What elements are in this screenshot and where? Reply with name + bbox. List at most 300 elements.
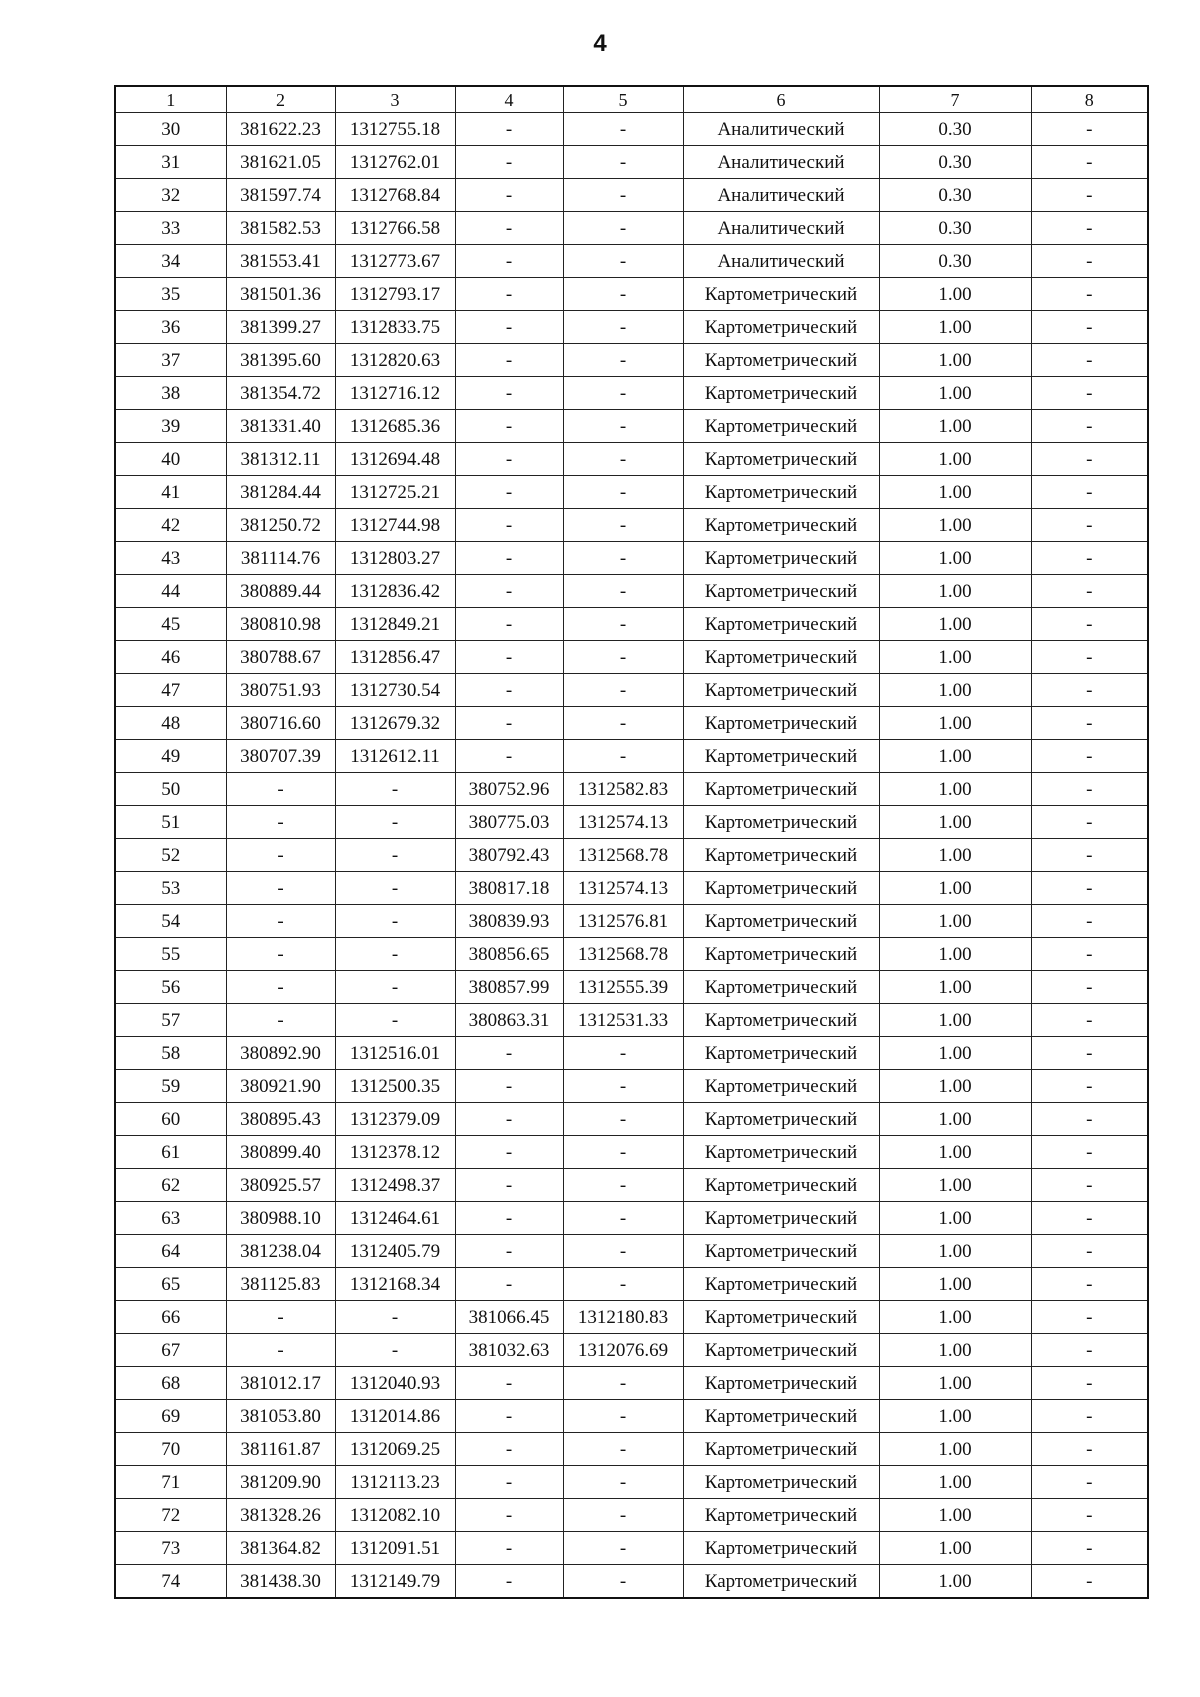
table-cell: - — [563, 608, 683, 641]
table-cell: 380707.39 — [226, 740, 335, 773]
header-row — [115, 86, 1148, 113]
table-cell: 1312582.83 — [563, 773, 683, 806]
table-cell: 380810.98 — [226, 608, 335, 641]
table-cell: 381553.41 — [226, 245, 335, 278]
table-cell: 68 — [115, 1367, 226, 1400]
table-cell: Картометрический — [683, 1400, 879, 1433]
table-cell: - — [455, 443, 563, 476]
table-cell: 30 — [115, 113, 226, 146]
table-cell: - — [455, 344, 563, 377]
table-cell: - — [1031, 1070, 1148, 1103]
table-cell: 1.00 — [879, 773, 1031, 806]
table-cell: 49 — [115, 740, 226, 773]
table-cell: - — [455, 1433, 563, 1466]
table-cell: - — [226, 806, 335, 839]
table-cell: - — [455, 575, 563, 608]
table-cell: - — [1031, 311, 1148, 344]
table-cell: 381354.72 — [226, 377, 335, 410]
table-cell: 380788.67 — [226, 641, 335, 674]
table-cell: 381250.72 — [226, 509, 335, 542]
table-cell: 381399.27 — [226, 311, 335, 344]
table-row — [115, 707, 1148, 740]
table-cell: 54 — [115, 905, 226, 938]
table-cell: - — [1031, 509, 1148, 542]
table-cell: - — [226, 773, 335, 806]
table-cell: - — [1031, 1400, 1148, 1433]
table-cell: - — [1031, 1565, 1148, 1599]
table-cell: - — [1031, 773, 1148, 806]
table-cell: 1.00 — [879, 1268, 1031, 1301]
table-cell: - — [563, 707, 683, 740]
table-cell: - — [455, 146, 563, 179]
table-cell: Картометрический — [683, 344, 879, 377]
table-cell: 40 — [115, 443, 226, 476]
table-cell: - — [1031, 113, 1148, 146]
table-cell: - — [455, 674, 563, 707]
table-cell: 1.00 — [879, 410, 1031, 443]
table-cell: 1312069.25 — [335, 1433, 455, 1466]
table-cell: Картометрический — [683, 641, 879, 674]
table-cell: Картометрический — [683, 773, 879, 806]
table-cell: 1312464.61 — [335, 1202, 455, 1235]
table-cell: 60 — [115, 1103, 226, 1136]
table-cell: - — [563, 1532, 683, 1565]
table-cell: 1312612.11 — [335, 740, 455, 773]
table-row — [115, 146, 1148, 179]
table-cell: 1.00 — [879, 1301, 1031, 1334]
table-cell: 1312730.54 — [335, 674, 455, 707]
table-row — [115, 1466, 1148, 1499]
table-cell: - — [1031, 674, 1148, 707]
table-row — [115, 509, 1148, 542]
table-cell: 36 — [115, 311, 226, 344]
table-row — [115, 476, 1148, 509]
table-row — [115, 1202, 1148, 1235]
table-cell: - — [563, 740, 683, 773]
table-cell: 1312755.18 — [335, 113, 455, 146]
table-cell: 380925.57 — [226, 1169, 335, 1202]
table-cell: - — [563, 1136, 683, 1169]
table-row — [115, 971, 1148, 1004]
table-row — [115, 674, 1148, 707]
table-row — [115, 905, 1148, 938]
table-cell: - — [455, 608, 563, 641]
table-cell: Картометрический — [683, 608, 879, 641]
table-cell: 52 — [115, 839, 226, 872]
column-header: 4 — [455, 86, 563, 113]
table-cell: Картометрический — [683, 278, 879, 311]
table-cell: 1312180.83 — [563, 1301, 683, 1334]
table-cell: - — [455, 410, 563, 443]
table-cell: 0.30 — [879, 179, 1031, 212]
table-cell: 1.00 — [879, 344, 1031, 377]
table-cell: 1312833.75 — [335, 311, 455, 344]
table-cell: 1.00 — [879, 641, 1031, 674]
table-cell: 1312555.39 — [563, 971, 683, 1004]
table-cell: - — [1031, 179, 1148, 212]
table-row — [115, 1367, 1148, 1400]
table-cell: - — [1031, 1367, 1148, 1400]
table-cell: - — [455, 509, 563, 542]
table-cell: 1312014.86 — [335, 1400, 455, 1433]
table-cell: - — [563, 212, 683, 245]
table-cell: 62 — [115, 1169, 226, 1202]
table-cell: - — [226, 1004, 335, 1037]
table-cell: - — [563, 542, 683, 575]
table-cell: - — [455, 113, 563, 146]
table-cell: Картометрический — [683, 1433, 879, 1466]
table-row — [115, 542, 1148, 575]
table-cell: Картометрический — [683, 1565, 879, 1599]
table-cell: 65 — [115, 1268, 226, 1301]
table-cell: - — [455, 1103, 563, 1136]
table-cell: 381161.87 — [226, 1433, 335, 1466]
table-cell: - — [1031, 1235, 1148, 1268]
table-row — [115, 1037, 1148, 1070]
table-cell: Картометрический — [683, 377, 879, 410]
table-cell: - — [1031, 410, 1148, 443]
table-cell: - — [455, 377, 563, 410]
table-cell: 1.00 — [879, 476, 1031, 509]
table-cell: 1.00 — [879, 872, 1031, 905]
table-cell: 1.00 — [879, 1433, 1031, 1466]
table-cell: Картометрический — [683, 707, 879, 740]
table-cell: 380899.40 — [226, 1136, 335, 1169]
table-cell: Картометрический — [683, 905, 879, 938]
table-cell: 1312773.67 — [335, 245, 455, 278]
table-cell: - — [455, 278, 563, 311]
table-cell: - — [563, 1466, 683, 1499]
table-cell: 59 — [115, 1070, 226, 1103]
table-cell: 50 — [115, 773, 226, 806]
table-cell: - — [1031, 806, 1148, 839]
table-cell: 38 — [115, 377, 226, 410]
table-cell: - — [1031, 1037, 1148, 1070]
table-cell: 1.00 — [879, 707, 1031, 740]
table-cell: 1312836.42 — [335, 575, 455, 608]
table-cell: 1.00 — [879, 740, 1031, 773]
table-cell: - — [1031, 476, 1148, 509]
table-cell: - — [335, 839, 455, 872]
table-cell: - — [1031, 278, 1148, 311]
table-cell: 1312716.12 — [335, 377, 455, 410]
table-cell: - — [563, 1400, 683, 1433]
table-cell: - — [563, 377, 683, 410]
table-cell: - — [563, 1565, 683, 1599]
table-cell: Картометрический — [683, 1268, 879, 1301]
table-cell: 1.00 — [879, 1532, 1031, 1565]
table-cell: 1312091.51 — [335, 1532, 455, 1565]
table-cell: 1312576.81 — [563, 905, 683, 938]
table-cell: 55 — [115, 938, 226, 971]
table-cell: 1.00 — [879, 278, 1031, 311]
table-cell: 66 — [115, 1301, 226, 1334]
table-cell: 1312516.01 — [335, 1037, 455, 1070]
table-cell: - — [1031, 872, 1148, 905]
table-cell: 39 — [115, 410, 226, 443]
table-cell: 33 — [115, 212, 226, 245]
table-cell: 56 — [115, 971, 226, 1004]
table-cell: - — [335, 971, 455, 1004]
table-row — [115, 443, 1148, 476]
table-cell: - — [455, 1136, 563, 1169]
table-cell: 381622.23 — [226, 113, 335, 146]
table-cell: 1312803.27 — [335, 542, 455, 575]
table-cell: - — [335, 1301, 455, 1334]
table-cell: - — [563, 674, 683, 707]
table-cell: - — [455, 311, 563, 344]
table-cell: 1312744.98 — [335, 509, 455, 542]
table-row — [115, 377, 1148, 410]
table-cell: 381438.30 — [226, 1565, 335, 1599]
table-cell: - — [563, 179, 683, 212]
table-cell: - — [455, 1037, 563, 1070]
table-row — [115, 278, 1148, 311]
table-cell: 1.00 — [879, 509, 1031, 542]
table-cell: - — [455, 1400, 563, 1433]
table-cell: - — [563, 476, 683, 509]
table-cell: 1312405.79 — [335, 1235, 455, 1268]
table-cell: - — [1031, 608, 1148, 641]
table-cell: 380856.65 — [455, 938, 563, 971]
table-cell: - — [455, 1532, 563, 1565]
table-cell: 380921.90 — [226, 1070, 335, 1103]
table-cell: 64 — [115, 1235, 226, 1268]
table-cell: 1.00 — [879, 971, 1031, 1004]
table-cell: 69 — [115, 1400, 226, 1433]
table-cell: - — [335, 938, 455, 971]
table-cell: - — [455, 1235, 563, 1268]
table-cell: 380857.99 — [455, 971, 563, 1004]
table-row — [115, 608, 1148, 641]
table-cell: 381328.26 — [226, 1499, 335, 1532]
table-row — [115, 1499, 1148, 1532]
table-cell: Аналитический — [683, 179, 879, 212]
table-row — [115, 1070, 1148, 1103]
table-cell: Аналитический — [683, 113, 879, 146]
table-cell: Картометрический — [683, 1334, 879, 1367]
table-cell: - — [455, 1070, 563, 1103]
table-cell: 381621.05 — [226, 146, 335, 179]
table-cell: - — [1031, 344, 1148, 377]
table-cell: - — [1031, 1202, 1148, 1235]
table-cell: - — [335, 806, 455, 839]
table-cell: Картометрический — [683, 509, 879, 542]
table-cell: - — [1031, 938, 1148, 971]
table-cell: 380889.44 — [226, 575, 335, 608]
table-cell: - — [455, 740, 563, 773]
table-cell: 1.00 — [879, 1136, 1031, 1169]
table-cell: - — [1031, 1499, 1148, 1532]
table-cell: 57 — [115, 1004, 226, 1037]
table-cell: 1312820.63 — [335, 344, 455, 377]
table-cell: - — [455, 1367, 563, 1400]
table-cell: 381284.44 — [226, 476, 335, 509]
table-cell: - — [1031, 212, 1148, 245]
table-cell: Картометрический — [683, 311, 879, 344]
table-cell: - — [563, 245, 683, 278]
table-cell: 1312766.58 — [335, 212, 455, 245]
table-cell: 58 — [115, 1037, 226, 1070]
table-cell: - — [455, 179, 563, 212]
table-cell: 1312149.79 — [335, 1565, 455, 1599]
table-cell: 1.00 — [879, 1466, 1031, 1499]
table-cell: - — [1031, 1433, 1148, 1466]
table-cell: 381501.36 — [226, 278, 335, 311]
column-header: 6 — [683, 86, 879, 113]
table-cell: Картометрический — [683, 971, 879, 1004]
table-cell: 1312685.36 — [335, 410, 455, 443]
table-cell: - — [1031, 971, 1148, 1004]
table-cell: 1312531.33 — [563, 1004, 683, 1037]
table-cell: 44 — [115, 575, 226, 608]
table-cell: 380751.93 — [226, 674, 335, 707]
table-row — [115, 806, 1148, 839]
table-row — [115, 740, 1148, 773]
table-cell: - — [563, 113, 683, 146]
table-cell: Картометрический — [683, 1532, 879, 1565]
table-cell: 41 — [115, 476, 226, 509]
table-cell: 1.00 — [879, 377, 1031, 410]
table-cell: - — [563, 344, 683, 377]
table-row — [115, 1268, 1148, 1301]
table-cell: - — [563, 1037, 683, 1070]
table-cell: 1.00 — [879, 1235, 1031, 1268]
table-cell: 381053.80 — [226, 1400, 335, 1433]
table-cell: - — [455, 641, 563, 674]
table-cell: 1.00 — [879, 938, 1031, 971]
table-cell: - — [455, 245, 563, 278]
table-row — [115, 1532, 1148, 1565]
table-row — [115, 575, 1148, 608]
table-cell: 0.30 — [879, 245, 1031, 278]
table-cell: 380839.93 — [455, 905, 563, 938]
table-cell: 1312076.69 — [563, 1334, 683, 1367]
table-cell: - — [455, 1202, 563, 1235]
table-cell: 381012.17 — [226, 1367, 335, 1400]
table-cell: 1.00 — [879, 1334, 1031, 1367]
table-cell: 61 — [115, 1136, 226, 1169]
table-cell: 380792.43 — [455, 839, 563, 872]
column-header: 2 — [226, 86, 335, 113]
table-cell: 73 — [115, 1532, 226, 1565]
table-row — [115, 1169, 1148, 1202]
table-cell: Картометрический — [683, 1103, 879, 1136]
table-cell: - — [1031, 443, 1148, 476]
table-cell: - — [226, 872, 335, 905]
table-cell: 380817.18 — [455, 872, 563, 905]
table-cell: 381032.63 — [455, 1334, 563, 1367]
table-cell: 1.00 — [879, 1070, 1031, 1103]
column-header: 3 — [335, 86, 455, 113]
table-row — [115, 344, 1148, 377]
table-cell: 1312498.37 — [335, 1169, 455, 1202]
table-cell: 48 — [115, 707, 226, 740]
table-cell: 381209.90 — [226, 1466, 335, 1499]
table-cell: Картометрический — [683, 1499, 879, 1532]
table-cell: 71 — [115, 1466, 226, 1499]
table-cell: Картометрический — [683, 1136, 879, 1169]
table-cell: 1.00 — [879, 674, 1031, 707]
table-cell: - — [1031, 377, 1148, 410]
table-cell: 381238.04 — [226, 1235, 335, 1268]
table-cell: 381597.74 — [226, 179, 335, 212]
table-cell: - — [226, 1301, 335, 1334]
table-cell: - — [1031, 905, 1148, 938]
table-cell: - — [455, 1499, 563, 1532]
table-cell: 31 — [115, 146, 226, 179]
table-cell: 1312568.78 — [563, 938, 683, 971]
table-cell: 380716.60 — [226, 707, 335, 740]
table-cell: 381364.82 — [226, 1532, 335, 1565]
table-cell: Картометрический — [683, 938, 879, 971]
table-cell: 1312568.78 — [563, 839, 683, 872]
table-row — [115, 872, 1148, 905]
table-cell: - — [1031, 641, 1148, 674]
table-cell: 380775.03 — [455, 806, 563, 839]
table-cell: Картометрический — [683, 1367, 879, 1400]
table-cell: Картометрический — [683, 872, 879, 905]
table-row — [115, 311, 1148, 344]
table-cell: - — [563, 443, 683, 476]
table-row — [115, 179, 1148, 212]
table-cell: 1.00 — [879, 905, 1031, 938]
table-cell: - — [455, 212, 563, 245]
table-cell: 1.00 — [879, 542, 1031, 575]
table-cell: - — [563, 1268, 683, 1301]
table-cell: - — [1031, 146, 1148, 179]
table-cell: 1312379.09 — [335, 1103, 455, 1136]
table-cell: - — [455, 1268, 563, 1301]
table-cell: 1312500.35 — [335, 1070, 455, 1103]
table-cell: 1312168.34 — [335, 1268, 455, 1301]
table-cell: Аналитический — [683, 146, 879, 179]
table-cell: 380863.31 — [455, 1004, 563, 1037]
table-row — [115, 1103, 1148, 1136]
table-cell: - — [226, 971, 335, 1004]
table-cell: Картометрический — [683, 443, 879, 476]
table-cell: 1.00 — [879, 1202, 1031, 1235]
table-cell: Картометрический — [683, 806, 879, 839]
table-cell: - — [335, 773, 455, 806]
table-cell: - — [563, 575, 683, 608]
table-cell: 1.00 — [879, 1499, 1031, 1532]
table-cell: - — [1031, 740, 1148, 773]
table-row — [115, 1136, 1148, 1169]
table-cell: - — [455, 1169, 563, 1202]
table-cell: - — [226, 839, 335, 872]
column-header: 1 — [115, 86, 226, 113]
table-cell: - — [563, 1103, 683, 1136]
table-cell: - — [226, 1334, 335, 1367]
table-cell: 381395.60 — [226, 344, 335, 377]
table-cell: - — [563, 1433, 683, 1466]
table-body — [115, 113, 1148, 1599]
table-row — [115, 773, 1148, 806]
table-cell: 381066.45 — [455, 1301, 563, 1334]
table-cell: - — [1031, 542, 1148, 575]
table-cell: - — [563, 1235, 683, 1268]
table-cell: Аналитический — [683, 245, 879, 278]
table-row — [115, 1565, 1148, 1599]
table-cell: - — [455, 1466, 563, 1499]
table-cell: - — [563, 311, 683, 344]
column-header: 5 — [563, 86, 683, 113]
table-cell: 1312113.23 — [335, 1466, 455, 1499]
table-cell: Картометрический — [683, 575, 879, 608]
table-cell: - — [455, 476, 563, 509]
table-cell: - — [1031, 1301, 1148, 1334]
